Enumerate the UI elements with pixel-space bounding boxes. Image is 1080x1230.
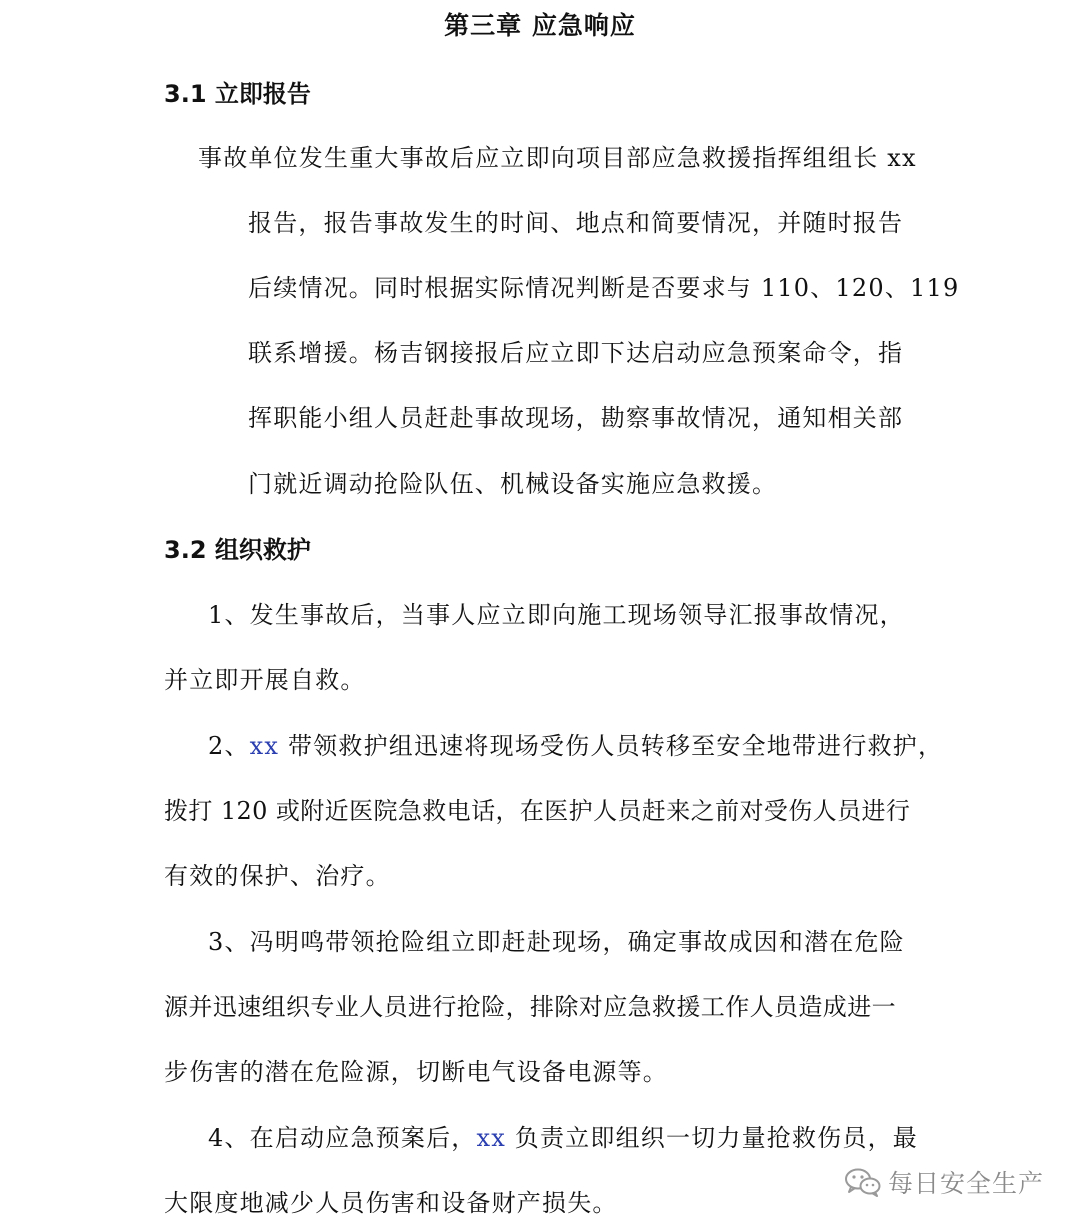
section-heading-3-1: 3.1 立即报告 (164, 80, 311, 108)
list-item-2-line (208, 728, 943, 764)
list-item-4-line (208, 1120, 918, 1156)
paragraph-line: 联系增援。杨吉钢接报后应立即下达启动应急预案命令，指 (248, 339, 904, 367)
list-item-3-line: 源并迅速组织专业人员进行抢险，排除对应急救援工作人员造成进一 (164, 993, 896, 1021)
watermark (844, 1164, 1044, 1200)
list-item-2-line: 有效的保护、治疗。 (164, 862, 391, 890)
paragraph-line: 门就近调动抢险队伍、机械设备实施应急救援。 (248, 470, 778, 498)
list-item-2-line: 拨打 120 或附近医院急救电话，在医护人员赶来之前对受伤人员进行 (164, 797, 911, 825)
paragraph-line: 后续情况。同时根据实际情况判断是否要求与 110、120、119 (248, 274, 960, 302)
paragraph-line: 事故单位发生重大事故后应立即向项目部应急救援指挥组组长 xx (198, 144, 917, 172)
paragraph-line: 挥职能小组人员赶赴事故现场，勘察事故情况，通知相关部 (248, 404, 904, 432)
placeholder-name-highlight: xx (476, 1124, 506, 1152)
list-item-4-line: 大限度地减少人员伤害和设备财产损失。 (164, 1189, 618, 1217)
chapter-title: 第三章 应急响应 (444, 11, 636, 40)
list-item-1-line: 并立即开展自救。 (164, 666, 366, 694)
list-item-2-rest: 带领救护组迅速将现场受伤人员转移至安全地带进行救护， (279, 732, 944, 760)
list-item-4-rest: 负责立即组织一切力量抢救伤员，最 (505, 1124, 918, 1152)
list-item-1-line: 1、发生事故后，当事人应立即向施工现场领导汇报事故情况， (208, 601, 905, 629)
placeholder-name-highlight: xx (249, 732, 280, 760)
list-item-2-prefix: 2、 (208, 732, 250, 760)
list-item-3-line: 步伤害的潜在危险源，切断电气设备电源等。 (164, 1058, 668, 1086)
wechat-logo-icon (844, 1167, 882, 1197)
section-heading-3-2: 3.2 组织救护 (164, 536, 311, 564)
paragraph-line: 报告，报告事故发生的时间、地点和简要情况，并随时报告 (248, 209, 904, 237)
list-item-3-line: 3、冯明鸣带领抢险组立即赶赴现场，确定事故成因和潜在危险 (208, 928, 905, 956)
list-item-4-prefix: 4、在启动应急预案后， (208, 1124, 477, 1152)
watermark-text: 每日安全生产 (887, 1169, 1044, 1198)
